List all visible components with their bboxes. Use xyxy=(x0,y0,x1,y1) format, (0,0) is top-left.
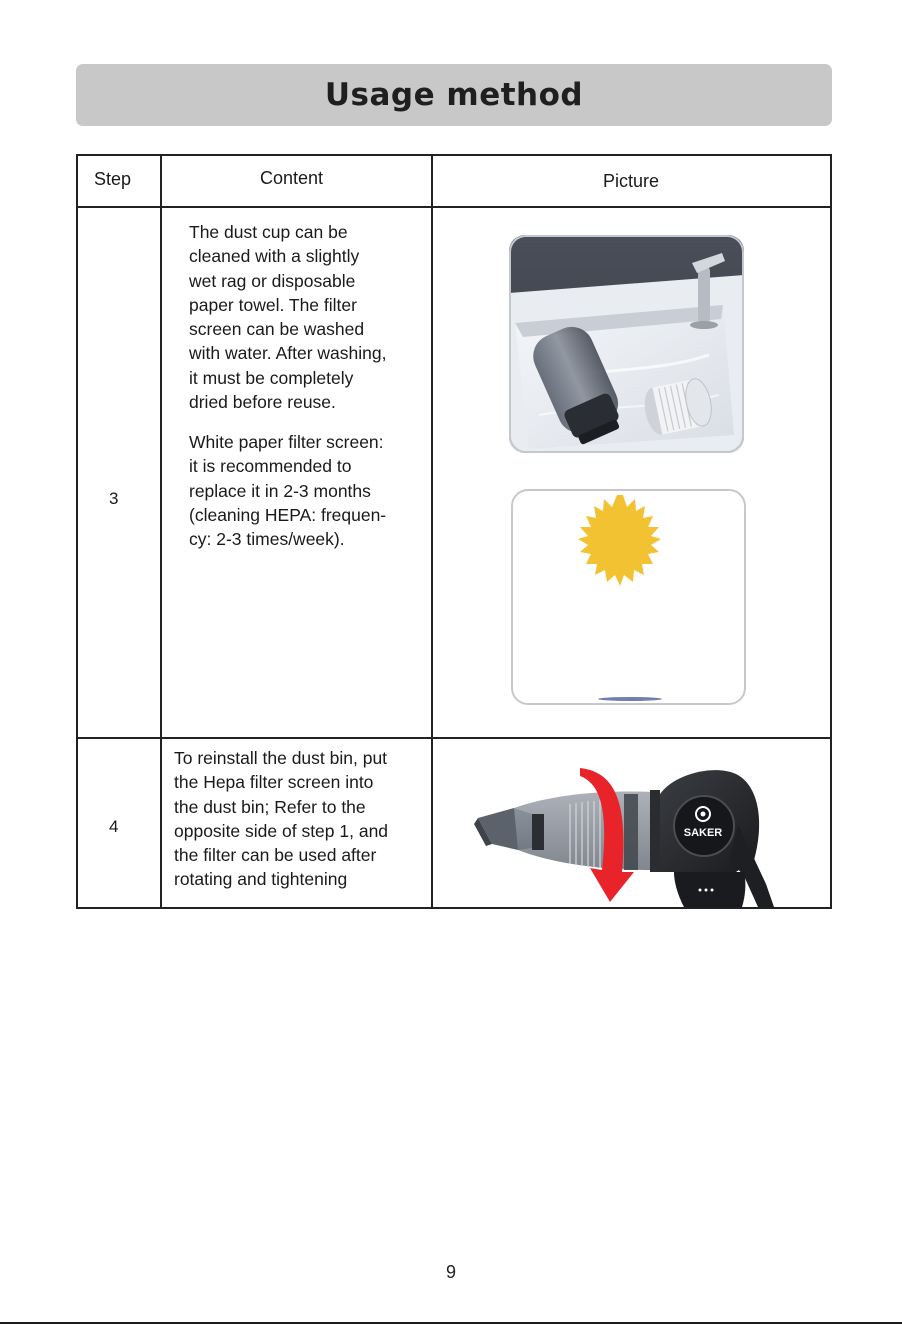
page-title: Usage method xyxy=(324,77,584,113)
step-number-3: 3 xyxy=(109,489,119,508)
header-content: Content xyxy=(260,168,324,188)
table-header-divider xyxy=(76,206,832,208)
step-4-reinstall-text: To reinstall the dust bin, put the Hepa filter screen into the dust bin; Refer to the opposite side of step 1, and the filter can be used after rotating and tightening xyxy=(174,748,389,890)
table-row-divider xyxy=(76,737,832,739)
brand-logo-text: SAKER xyxy=(683,827,723,839)
table-col-divider-1 xyxy=(160,154,162,909)
step-number-4: 4 xyxy=(109,817,119,836)
step-3-cleaning-text: The dust cup can be cleaned with a slightly wet rag or disposable paper towel. The filter screen can be washed with water. After washing, it must be completely dried before reuse. xyxy=(189,222,387,413)
instruction-table xyxy=(76,154,832,909)
page-number: 9 xyxy=(445,1262,456,1282)
table-border-bottom xyxy=(76,907,832,909)
step-3-filter-text: White paper filter screen: it is recommended to replace it in 2-3 months (cleaning HEPA: frequen- cy: 2-3 times/week). xyxy=(189,432,387,550)
table-border-right xyxy=(830,154,832,909)
table-col-divider-2 xyxy=(431,154,433,909)
section-title-bar xyxy=(76,64,832,126)
table-border-left xyxy=(76,154,78,909)
header-picture: Picture xyxy=(603,171,660,191)
sink-washing-photo xyxy=(509,235,744,453)
header-step: Step xyxy=(94,169,132,189)
sun-drying-illustration xyxy=(511,489,746,705)
vacuum-reinstall-photo xyxy=(474,764,774,907)
table-border-top xyxy=(76,154,832,156)
